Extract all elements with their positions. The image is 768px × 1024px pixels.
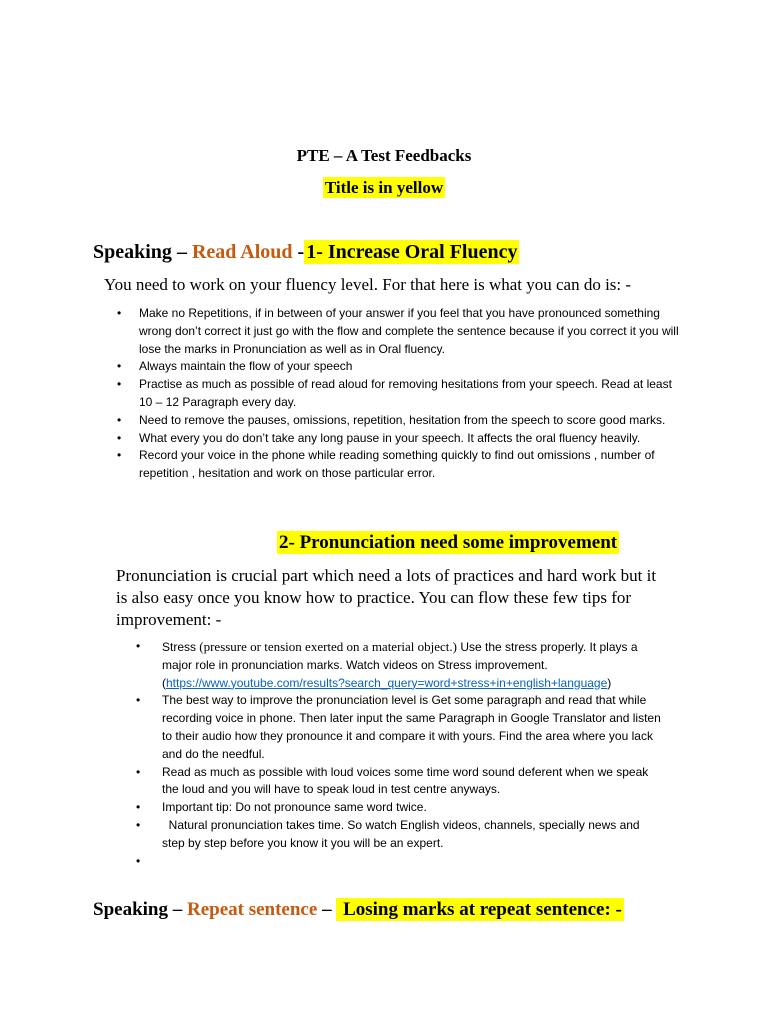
section-intro: You need to work on your fluency level. For that here is what you can do is: - — [104, 275, 632, 294]
heading-topic: Losing marks at repeat sentence: - — [338, 899, 622, 920]
document-title: PTE – A Test Feedbacks — [296, 146, 472, 165]
stress-close: ) — [607, 675, 612, 690]
list-item — [136, 764, 662, 800]
list-item — [117, 447, 681, 483]
list-item — [117, 305, 681, 358]
section-heading-repeat-sentence — [93, 899, 624, 921]
bullet-icon: • — [117, 430, 122, 445]
list-item-text: Make no Repetitions, if in between of your answer if you feel that you have pronounced something wrong don’t correct it just go with the flow and complete the sentence because if you correct it you will lose the marks in Pronunciation as well as in Oral fluency. — [139, 306, 679, 356]
list-item-text: Practise as much as possible of read aloud for removing hesitations from your speech. Read at least 10 – 12 Paragraph every day. — [139, 377, 672, 409]
heading-topic: 1- Increase Oral Fluency — [306, 241, 518, 263]
section-heading-read-aloud — [93, 241, 519, 264]
list-item — [136, 692, 662, 763]
list-item-text: Record your voice in the phone while reading something quickly to find out omissions , number of repetition , hesitation and work on those particular error. — [139, 448, 655, 481]
pronunciation-tips-list — [136, 638, 662, 871]
heading-task: Read Aloud — [191, 241, 293, 263]
stress-video-link[interactable]: https://www.youtube.com/results?search_query=word+stress+in+english+language — [166, 675, 608, 690]
list-item — [117, 376, 681, 412]
stress-definition: (pressure or tension exerted on a material object.) — [196, 639, 457, 654]
heading-dash: – — [171, 241, 192, 263]
section-heading-pronunciation — [277, 532, 619, 554]
bullet-icon: • — [136, 800, 141, 815]
list-item-text: The best way to improve the pronunciation level is Get some paragraph and read that while recording voice in phone. Then later input the same Paragraph in Google Translator and listen to their audio how they pronounce it and compare it with yours. Find the area where you lack and do the needful. — [162, 693, 661, 761]
list-item — [136, 799, 662, 817]
document-subtitle — [0, 178, 768, 198]
list-item-text: Important tip: Do not pronounce same word twice. — [162, 800, 427, 815]
subtitle-highlight: Title is in yellow — [324, 178, 444, 197]
bullet-icon: • — [117, 448, 122, 463]
bullet-icon: • — [117, 377, 122, 392]
list-item — [117, 358, 681, 376]
bullet-icon: • — [136, 853, 141, 868]
heading-task: Repeat sentence — [186, 899, 318, 920]
list-item — [136, 638, 662, 692]
bullet-icon: • — [136, 817, 141, 832]
list-item — [136, 817, 662, 853]
bullet-icon: • — [117, 412, 122, 427]
heading-topic: 2- Pronunciation need some improvement — [279, 532, 618, 553]
heading-prefix: Speaking — [93, 241, 172, 263]
list-item-text: Need to remove the pauses, omissions, repetition, hesitation from the speech to score good marks. — [139, 412, 666, 427]
list-item-text: Read as much as possible with loud voices some time word sound deferent when we speak the loud and you will have to speak loud in test centre anyways. — [162, 764, 649, 797]
heading-prefix: Speaking — [93, 899, 168, 920]
list-item-text: What every you do don’t take any long pause in your speech. It affects the oral fluency heavily. — [139, 430, 641, 445]
list-item — [117, 412, 681, 430]
stress-label: Stress — [162, 640, 197, 654]
list-item — [117, 430, 681, 448]
heading-sep: – — [317, 899, 337, 920]
bullet-icon: • — [136, 693, 141, 708]
bullet-icon: • — [136, 764, 141, 779]
fluency-tips-list — [117, 305, 681, 483]
heading-dash: – — [167, 899, 187, 920]
list-item-text: Natural pronunciation takes time. So watch English videos, channels, specially news and step by step before you know it you will be an expert. — [162, 817, 643, 850]
list-item-text: Always maintain the flow of your speech — [139, 359, 353, 374]
stress-text: Use the stress properly. It plays a major role in pronunciation marks. Watch videos on Stress improvement. ( — [162, 640, 638, 690]
bullet-icon: • — [136, 639, 141, 653]
section-intro: Pronunciation is crucial part which need a lots of practices and hard work but it is also easy once you know how to practice. You can flow these few tips for improvement: - — [116, 566, 657, 629]
bullet-icon: • — [117, 359, 122, 374]
list-item — [136, 853, 662, 871]
heading-sep: - — [292, 241, 305, 263]
bullet-icon: • — [117, 306, 122, 320]
